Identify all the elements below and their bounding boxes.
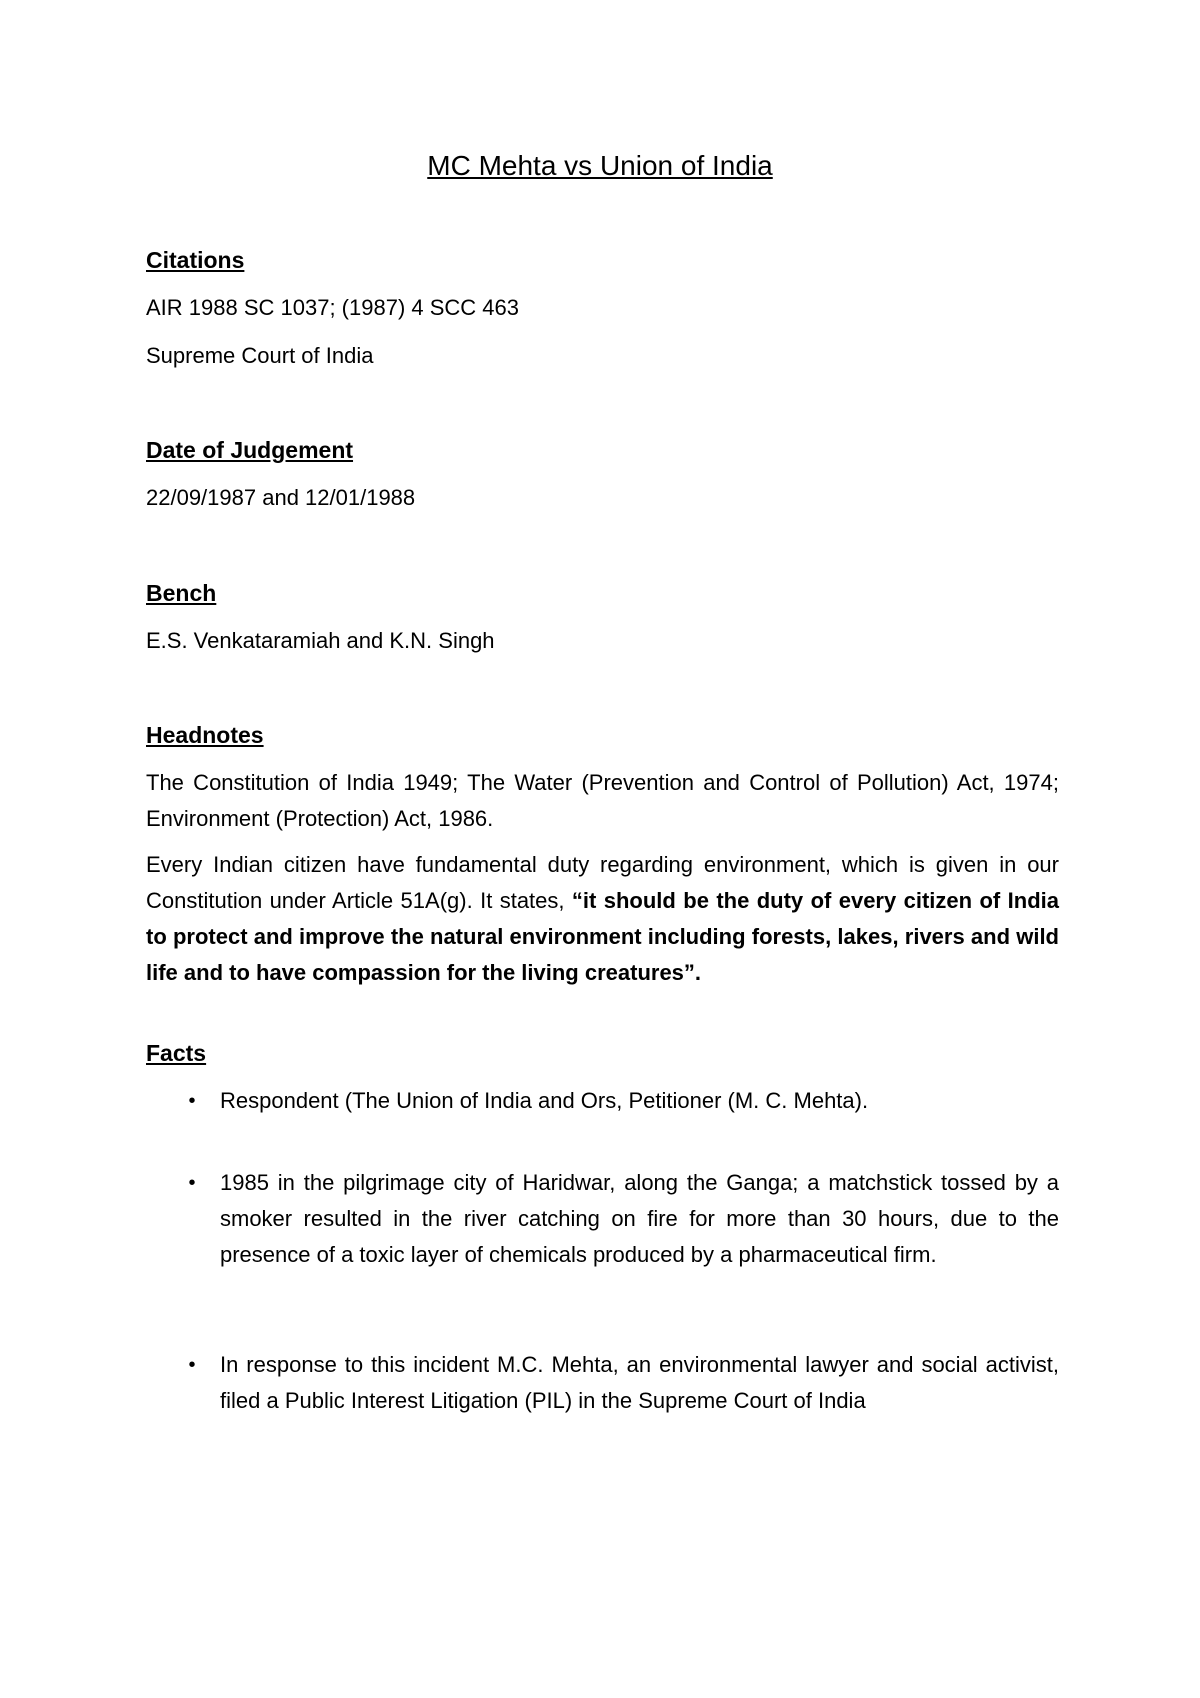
citations-section [146,242,1059,374]
headnotes-acts-paragraph: The Constitution of India 1949; The Water (Prevention and Control of Pollution) Act, 1974; Environment (Protection) Act, 1986. [146,770,1059,831]
bullet-icon: • [188,1172,196,1194]
headnotes-heading: Headnotes [146,722,264,748]
facts-list-item [146,1083,1059,1119]
facts-list-item [146,1165,1059,1273]
fact-text: In response to this incident M.C. Mehta, an environmental lawyer and social activist, filed a Public Interest Litigation (PIL) in the Supreme Court of India [220,1352,1059,1413]
date-heading: Date of Judgement [146,437,354,463]
citations-heading: Citations [146,247,245,273]
document-title: MC Mehta vs Union of India [427,150,773,181]
court-line: Supreme Court of India [146,343,374,368]
facts-list-item [146,1347,1059,1419]
date-section [146,432,1059,516]
date-line: 22/09/1987 and 12/01/1988 [146,485,416,510]
facts-section [146,1035,1059,1071]
bullet-icon: • [188,1090,196,1112]
duty-quote-text: “it should be the duty of every citizen of India to protect and improve the natural environment including forests, lakes, rivers and wild life and to have compassion for the living creatures”. [146,888,1059,985]
facts-heading: Facts [146,1040,207,1066]
bench-section [146,575,1059,659]
bench-heading: Bench [146,580,217,606]
fact-text: Respondent (The Union of India and Ors, Petitioner (M. C. Mehta). [220,1088,869,1113]
fact-text: 1985 in the pilgrimage city of Haridwar, along the Ganga; a matchstick tossed by a smoker resulted in the river catching on fire for more than 30 hours, due to the presence of a toxic layer of chemicals produced by a pharmaceutical firm. [220,1170,1059,1267]
bench-line: E.S. Venkataramiah and K.N. Singh [146,628,495,653]
citation-line: AIR 1988 SC 1037; (1987) 4 SCC 463 [146,295,520,320]
duty-intro-text: Every Indian citizen have fundamental duty regarding environment, which is given in our Constitution under Article 51A(g). It states, [146,852,1059,913]
headnotes-duty-paragraph [146,847,1059,991]
bullet-icon: • [188,1354,196,1376]
headnotes-section [146,717,1059,991]
